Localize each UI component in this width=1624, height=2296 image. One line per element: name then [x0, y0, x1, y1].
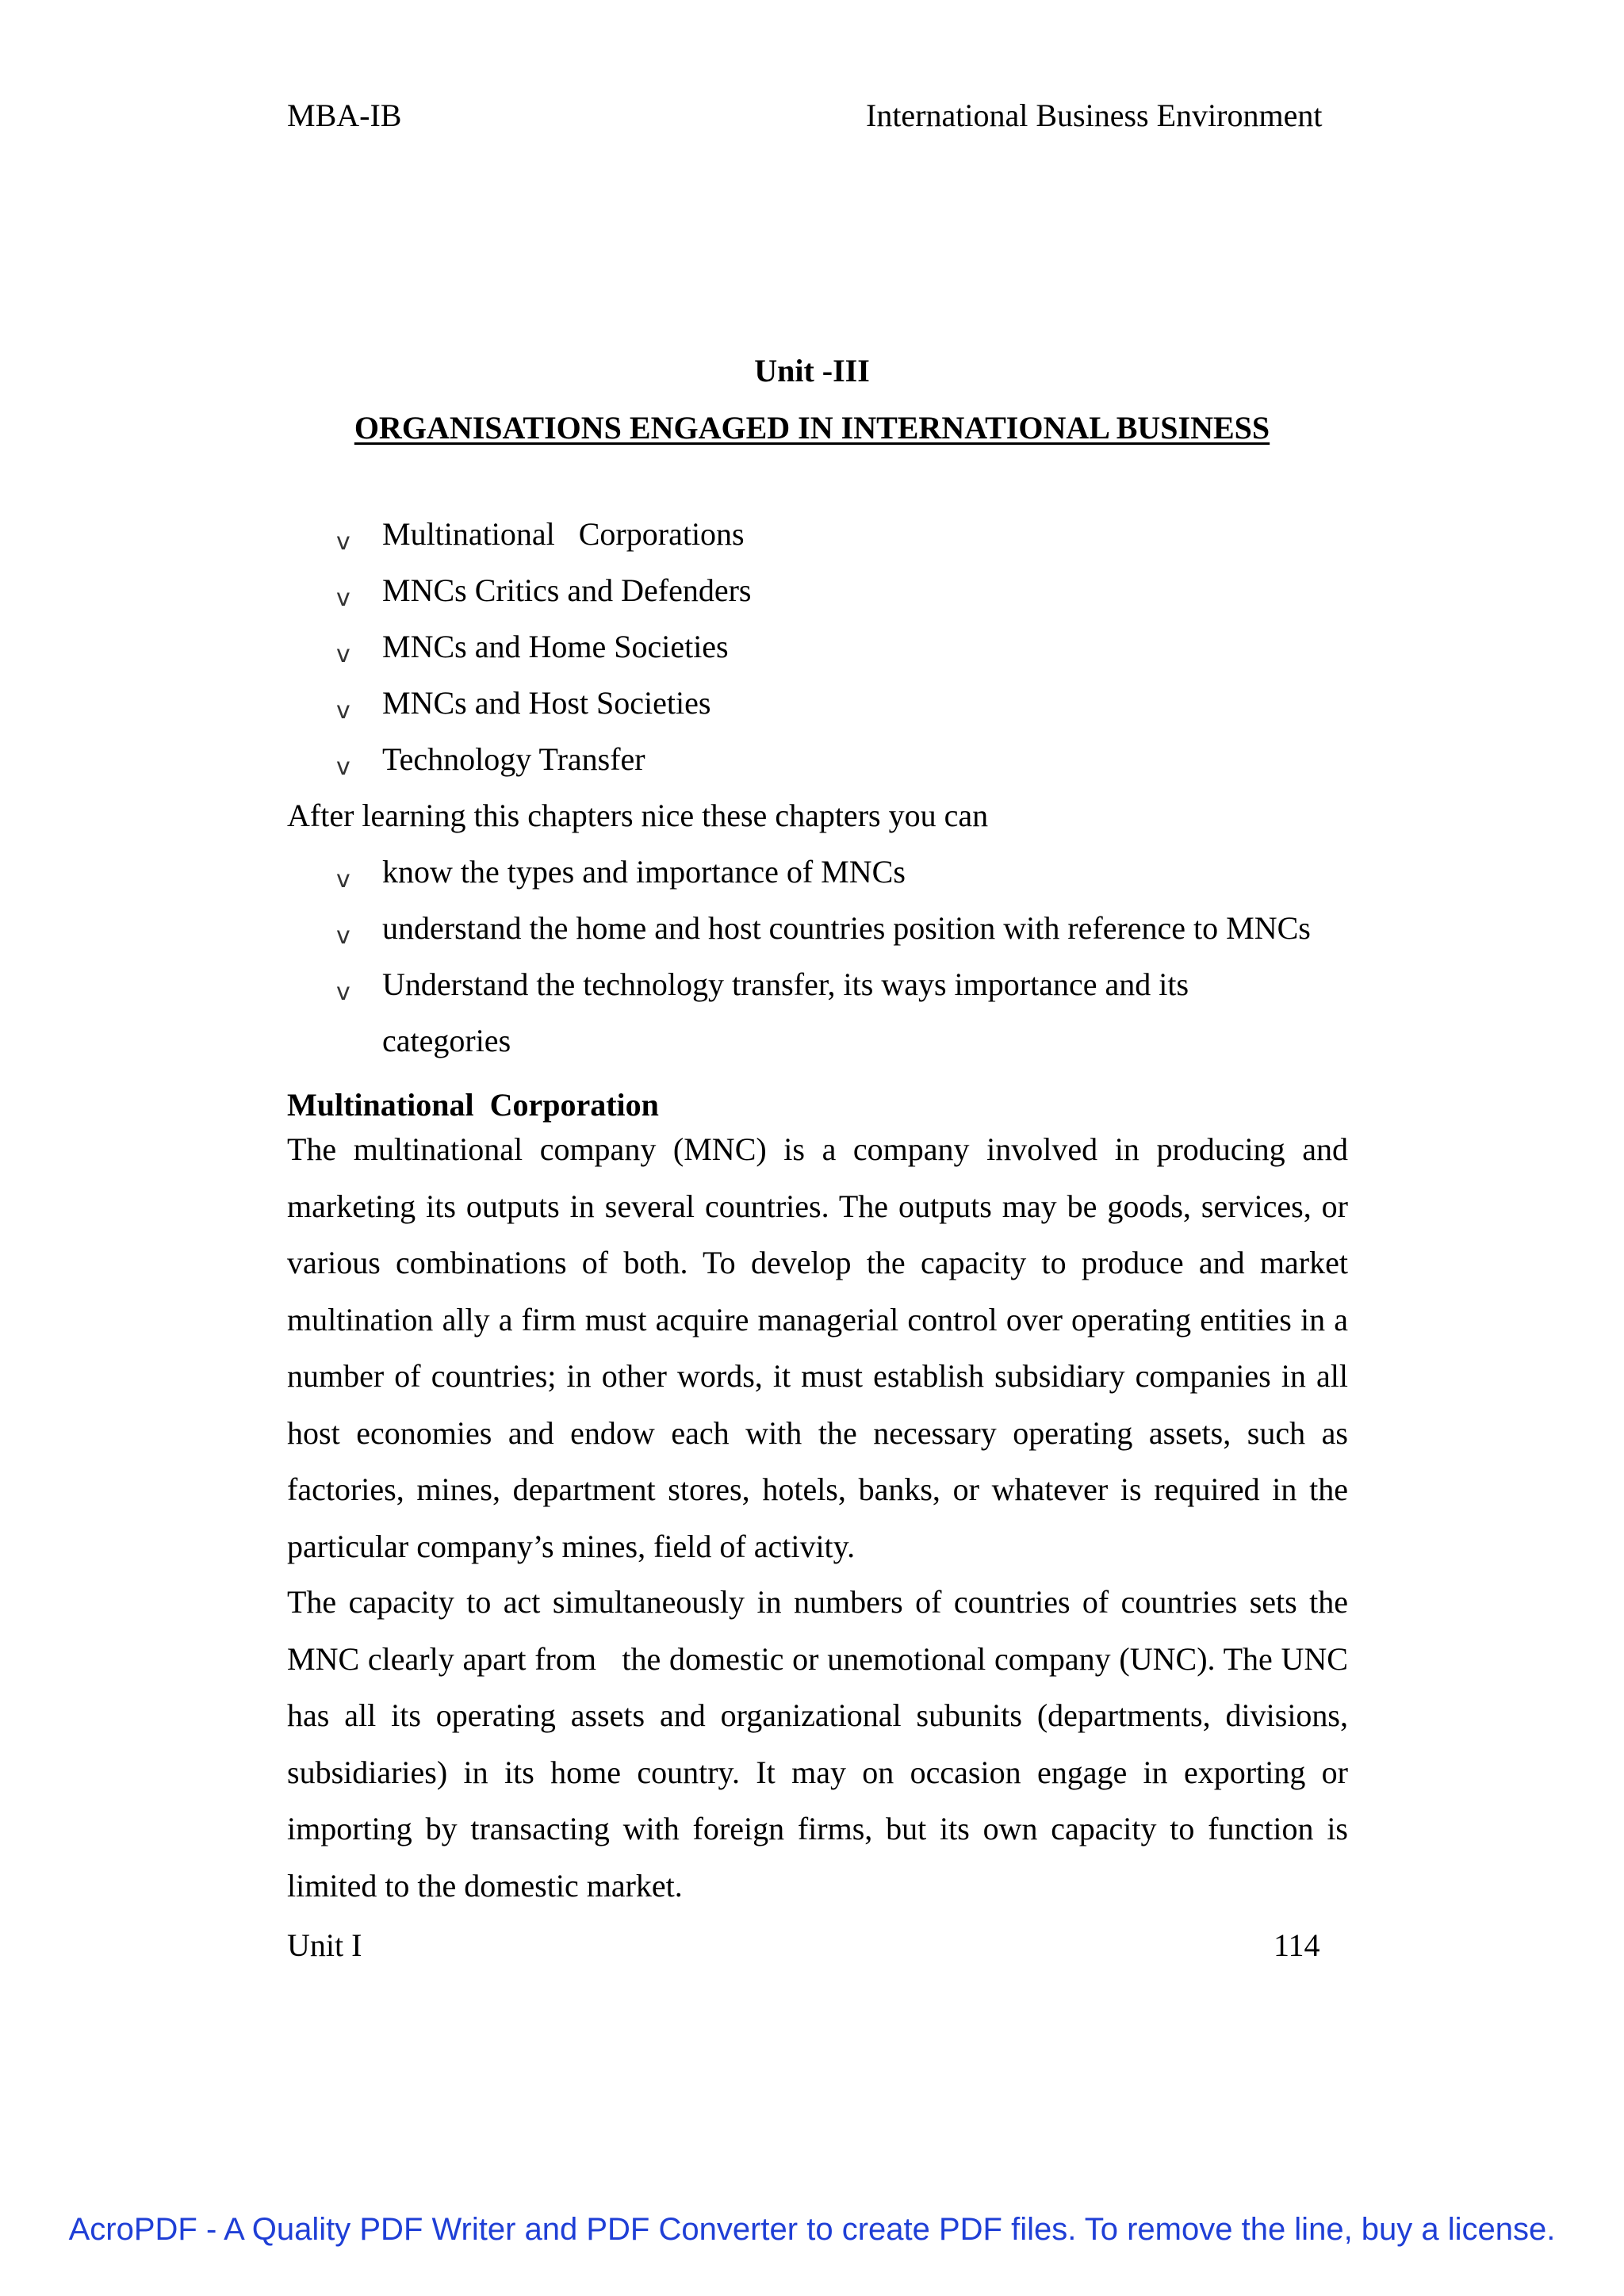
topic-item: MNCs Critics and Defenders [382, 572, 752, 608]
unit-title: Unit -III [754, 353, 870, 388]
header-subject: International Business Environment [866, 98, 1323, 133]
bullet-marker: v [336, 697, 350, 725]
topic-item: MNCs and Host Societies [382, 685, 711, 721]
bullet-marker: v [336, 528, 350, 556]
objective-item: understand the home and host countries position with reference to MNCs [382, 910, 1311, 946]
bullet-marker: v [336, 922, 350, 950]
topic-item: Technology Transfer [382, 741, 645, 777]
header-course: MBA-IB [287, 98, 402, 133]
footer-unit: Unit I [287, 1927, 362, 1963]
objective-item: know the types and importance of MNCs [382, 854, 906, 890]
bullet-marker: v [336, 978, 350, 1006]
body-paragraph: The capacity to act simultaneously in numbers of countries of countries sets the MNC clearly apart from the domestic or unemotional company (UNC). The UNC has all its operating assets and organizational subunits (departments, divisions, subsidiaries) in its home country. It may on occasion engage in exporting or importing by transacting with foreign firms, but its own capacity to function is limited to the domestic market. [287, 1584, 1356, 1904]
bullet-marker: v [336, 753, 350, 781]
body-paragraph: The multinational company (MNC) is a company involved in producing and marketing its outputs in several countries. The outputs may be goods, services, or various combinations of both. To develop the capacity to produce and market multination ally a firm must acquire managerial control over operating entities in a number of countries; in other words, it must establish subsidiary companies in all host economies and endow each with the necessary operating assets, such as factories, mines, department stores, hotels, banks, or whatever is required in the particular company’s mines, field of activity. [287, 1131, 1348, 1564]
section-heading: Multinational Corporation [287, 1087, 659, 1123]
objectives-intro: After learning this chapters nice these chapters you can [287, 798, 989, 833]
bullet-marker: v [336, 641, 350, 668]
page-number: 114 [1274, 1927, 1320, 1963]
chapter-title: ORGANISATIONS ENGAGED IN INTERNATIONAL BUSINESS [354, 410, 1270, 446]
topic-item: Multinational Corporations [382, 516, 745, 552]
bullet-marker: v [336, 866, 350, 894]
objective-item-continuation: categories [382, 1023, 511, 1058]
topic-item: MNCs and Home Societies [382, 629, 729, 664]
watermark-banner: AcroPDF - A Quality PDF Writer and PDF Converter to create PDF files. To remove the line, buy a license. [68, 2212, 1556, 2247]
bullet-marker: v [336, 584, 350, 612]
objective-item: Understand the technology transfer, its ways importance and its [382, 966, 1189, 1002]
